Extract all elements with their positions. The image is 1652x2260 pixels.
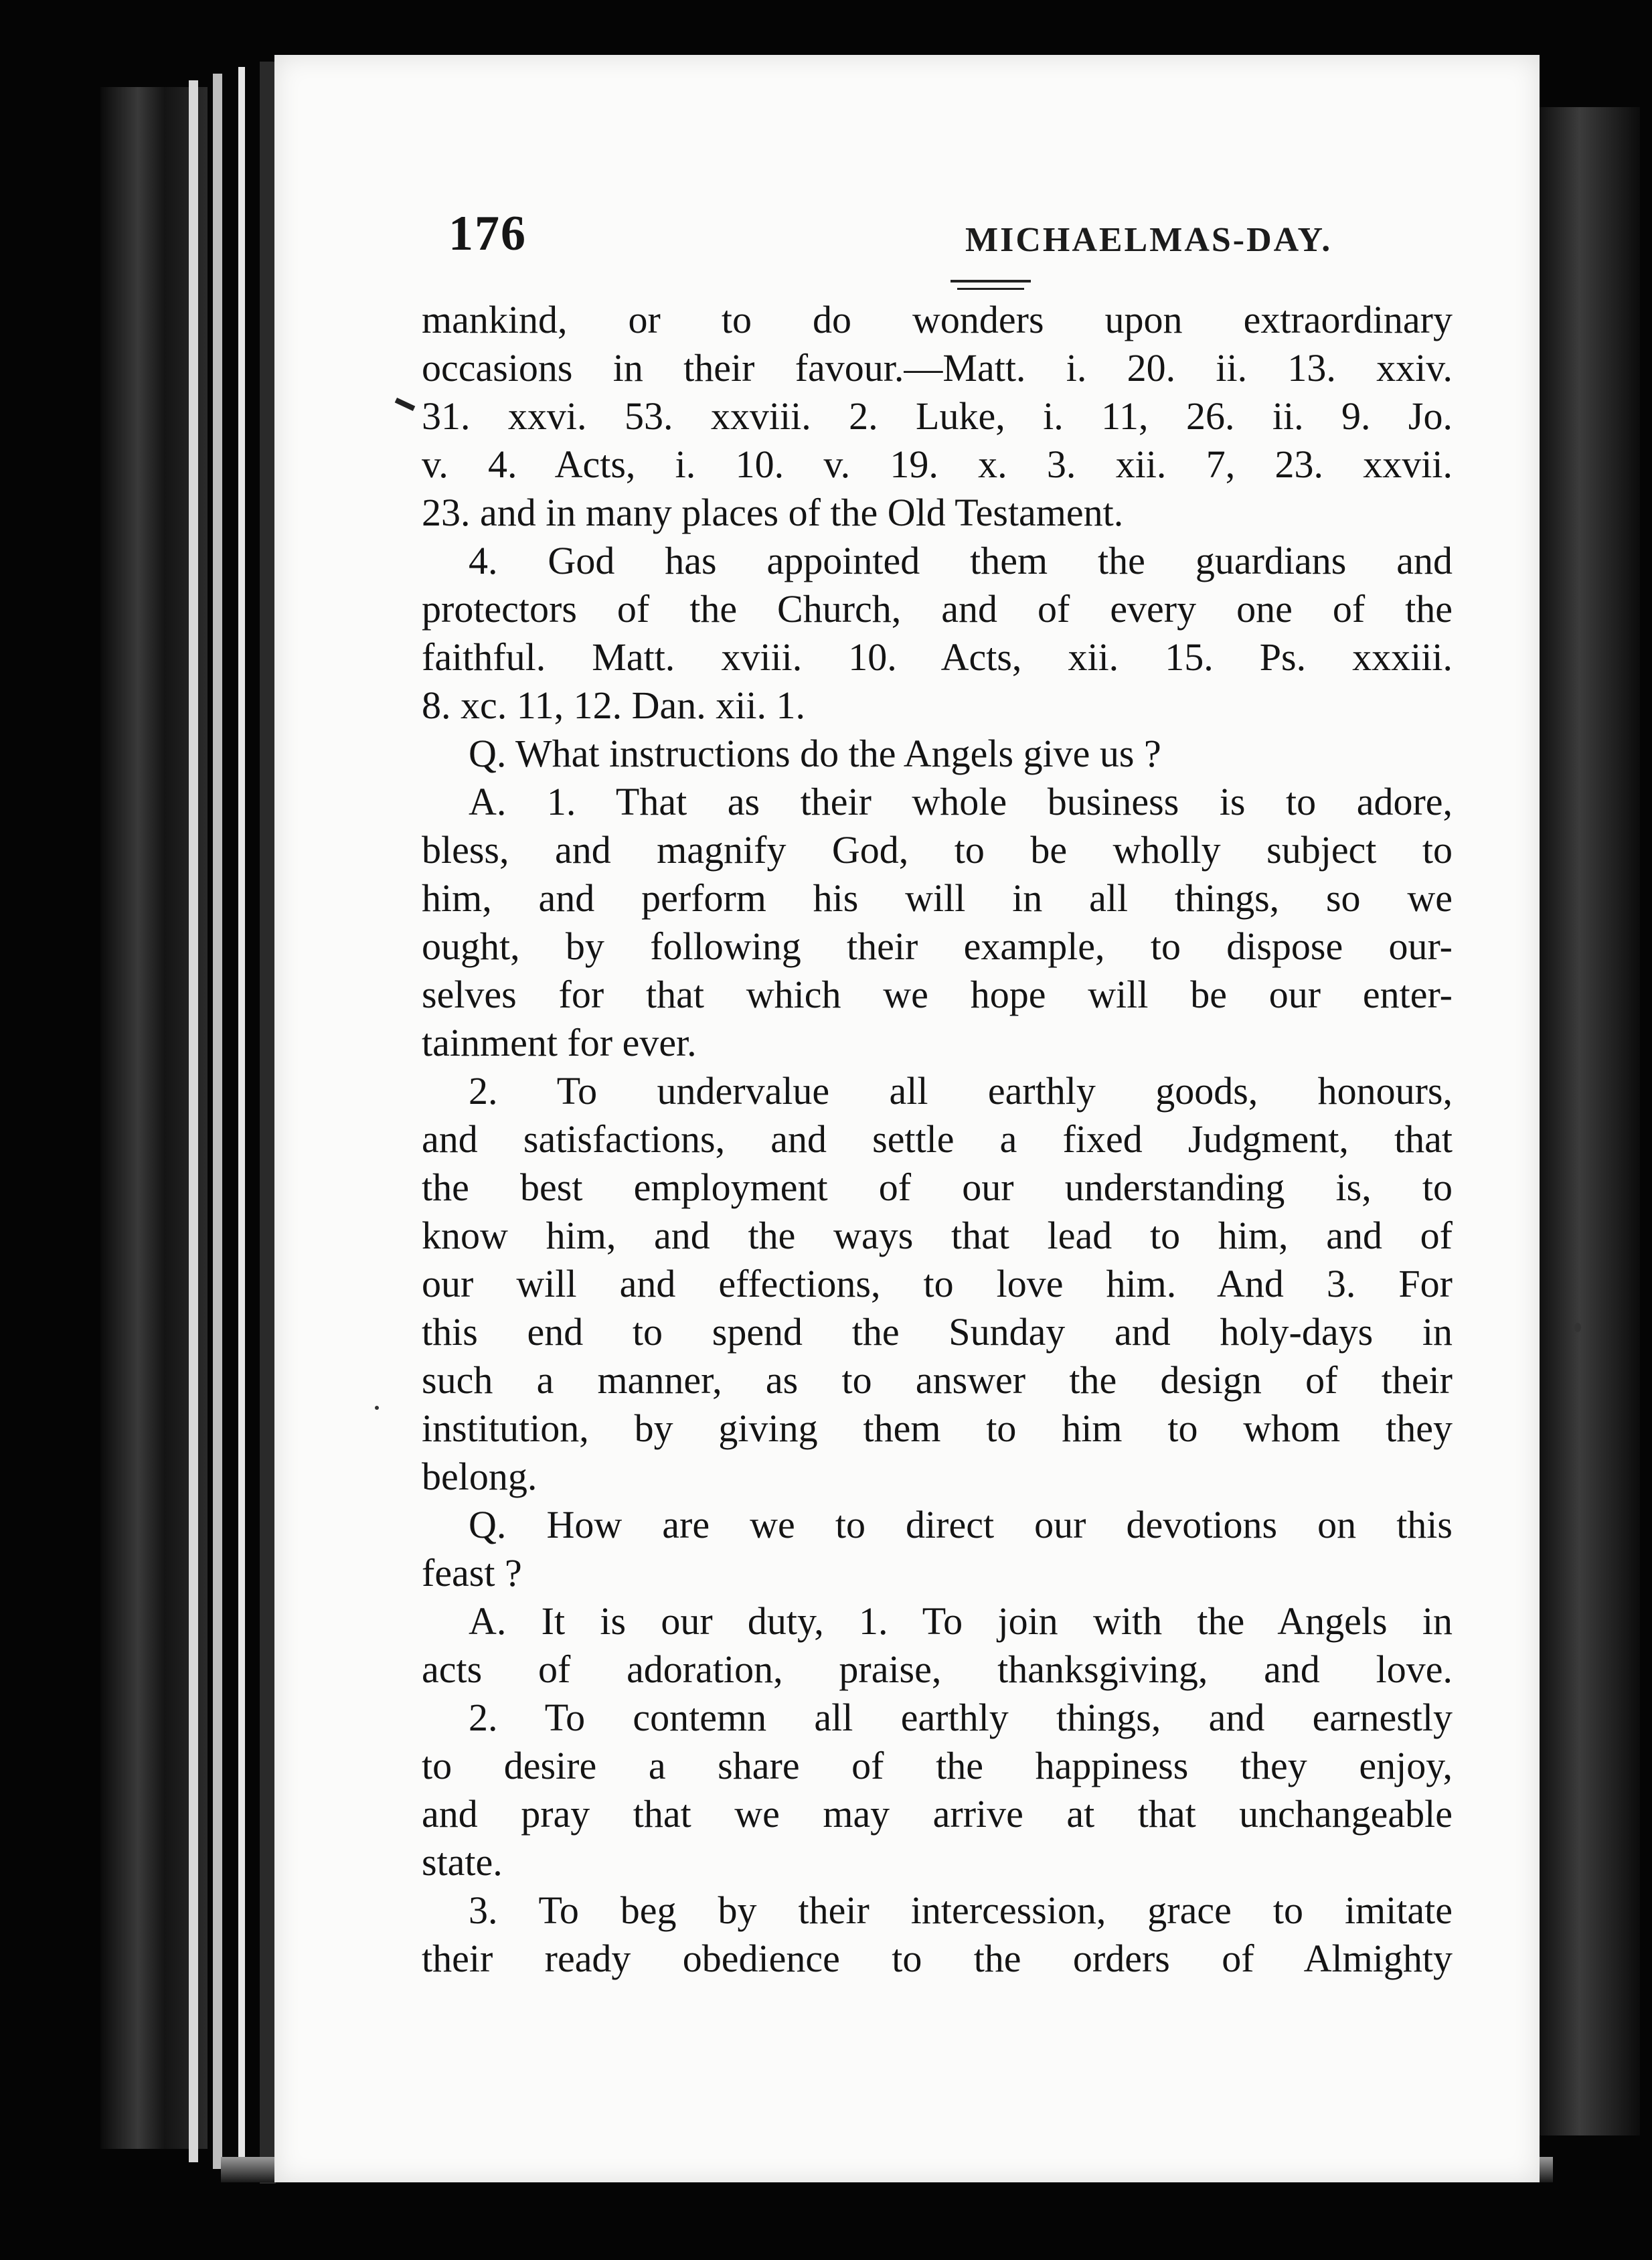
text-line: 2. To undervalue all earthly goods, honours,	[469, 1069, 1453, 1113]
text-line: and pray that we may arrive at that unchangeable	[422, 1792, 1453, 1836]
page-number: 176	[448, 206, 527, 261]
page-header	[448, 206, 1493, 279]
text-line: state.	[422, 1840, 503, 1884]
text-line: occasions in their favour.—Matt. i. 20. ii. 13. xxiv.	[422, 346, 1453, 390]
text-line: mankind, or to do wonders upon extraordinary	[422, 298, 1453, 341]
text-line: tainment for ever.	[422, 1021, 697, 1064]
text-line: 2. To contemn all earthly things, and earnestly	[469, 1696, 1453, 1739]
text-line: our will and effections, to love him. And 3. For	[422, 1262, 1453, 1305]
speck	[375, 1406, 379, 1410]
text-line: him, and perform his will in all things, so we	[422, 876, 1453, 920]
running-head: MICHAELMAS-DAY.	[965, 221, 1333, 259]
text-line: bless, and magnify God, to be wholly subject to	[422, 828, 1453, 872]
text-line: v. 4. Acts, i. 10. v. 19. x. 3. xii. 7, 23. xxvii.	[422, 442, 1453, 486]
text-line: their ready obedience to the orders of Almighty	[422, 1937, 1453, 1980]
text-line: 23. and in many places of the Old Testament.	[422, 491, 1124, 534]
text-line: know him, and the ways that lead to him, and of	[422, 1214, 1453, 1257]
text-line: protectors of the Church, and of every one of the	[422, 587, 1453, 631]
speck	[1574, 1323, 1581, 1332]
text-line: to desire a share of the happiness they enjoy,	[422, 1744, 1453, 1787]
page-edge	[260, 62, 276, 2184]
text-line: faithful. Matt. xviii. 10. Acts, xii. 15. Ps. xxxiii.	[422, 635, 1453, 679]
facing-page-edge	[1540, 107, 1640, 2135]
answer-line: A. It is our duty, 1. To join with the Angels in	[469, 1599, 1453, 1643]
text-line: acts of adoration, praise, thanksgiving, and love.	[422, 1647, 1453, 1691]
header-rule	[937, 280, 1044, 291]
text-line: such a manner, as to answer the design of their	[422, 1358, 1453, 1402]
text-line: 3. To beg by their intercession, grace to imitate	[469, 1888, 1453, 1932]
page-edge	[189, 80, 198, 2162]
text-line: and satisfactions, and settle a fixed Judgment, that	[422, 1117, 1453, 1161]
text-line: belong.	[422, 1455, 538, 1498]
text-line: 4. God has appointed them the guardians and	[469, 539, 1453, 582]
answer-line: A. 1. That as their whole business is to adore,	[469, 780, 1453, 823]
text-line: institution, by giving them to him to whom they	[422, 1406, 1453, 1450]
book-page	[274, 55, 1540, 2182]
text-line: 31. xxvi. 53. xxviii. 2. Luke, i. 11, 26. ii. 9. Jo.	[422, 394, 1453, 438]
question-line: Q. What instructions do the Angels give us ?	[469, 732, 1161, 775]
text-line: selves for that which we hope will be our enter-	[422, 973, 1453, 1016]
question-line: Q. How are we to direct our devotions on this	[469, 1503, 1453, 1546]
page-edge	[238, 67, 245, 2176]
text-line: ought, by following their example, to dispose our-	[422, 924, 1453, 968]
body-text	[422, 296, 1453, 1983]
text-line: this end to spend the Sunday and holy-days in	[422, 1310, 1453, 1354]
text-line: feast ?	[422, 1551, 522, 1595]
text-line: 8. xc. 11, 12. Dan. xii. 1.	[422, 683, 805, 727]
text-line: the best employment of our understanding is, to	[422, 1165, 1453, 1209]
page-edge	[213, 74, 222, 2169]
